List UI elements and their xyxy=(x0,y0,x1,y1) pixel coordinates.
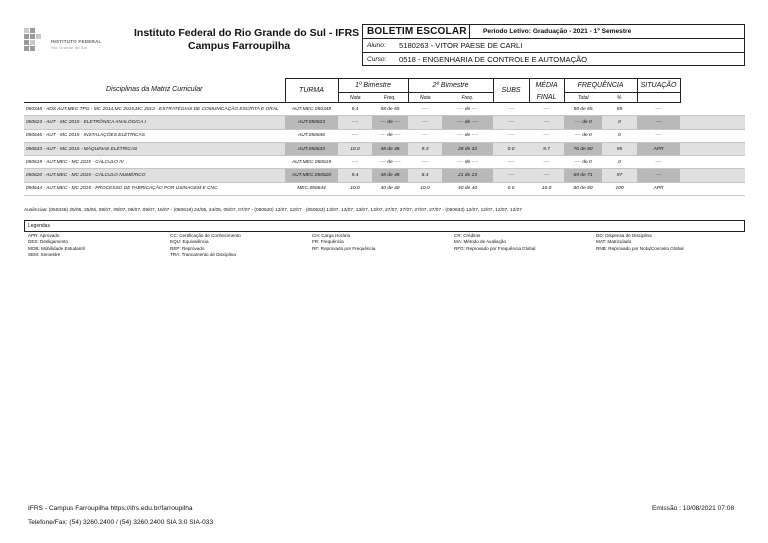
subs-cell: ---- xyxy=(493,169,529,182)
media-cell: ---- xyxy=(529,129,564,142)
legend-item: MA: Método de Avaliação xyxy=(454,239,507,245)
subs-cell: ---- xyxy=(493,129,529,142)
turma-cell: AUT.MEC.050620 xyxy=(285,169,338,182)
media-cell: 10.0 xyxy=(529,182,564,195)
table-row xyxy=(24,169,745,182)
legend-item: RFG: Reprovado por Frequência Global xyxy=(454,245,536,251)
total-cell: ---- de 0 xyxy=(564,129,602,142)
situacao-cell: ---- xyxy=(637,103,680,116)
total-cell: 69 de 71 xyxy=(564,169,602,182)
legend-column-3 xyxy=(312,233,375,252)
nota1-subheader: Nota xyxy=(338,93,372,103)
table-row xyxy=(24,129,745,142)
nota1-cell: 10.0 xyxy=(338,182,372,195)
pct-cell: 89 xyxy=(602,103,637,116)
footer-campus-line: IFRS - Campus Farroupilha https://ifrs.edu.br/farroupilha xyxy=(28,505,193,512)
report-title: BOLETIM ESCOLAR xyxy=(367,26,467,37)
subs-cell: ---- xyxy=(493,156,529,169)
report-periodo: Período Letivo: Graduação - 2021 - 1º Semestre xyxy=(483,28,632,35)
nota1-cell: ---- xyxy=(338,156,372,169)
media-cell: ---- xyxy=(529,116,564,129)
freq2-cell: 40 de 40 xyxy=(442,182,493,195)
legend-column-2 xyxy=(170,233,241,259)
media-final-header: FINAL xyxy=(529,93,564,103)
aluno-label: Aluno: xyxy=(367,42,386,49)
legend-item: FR: Frequência xyxy=(312,239,344,245)
total-cell: 76 de 80 xyxy=(564,142,602,155)
disciplina-cell: 050644 - AUT.MEC - MC 2015 - PROCESSO DE FABRICAÇÃO POR USINAGEM E CNC xyxy=(24,182,285,195)
legend-item: TRA: Trancamento de Disciplina xyxy=(170,252,236,258)
pct-cell: 0 xyxy=(602,116,637,129)
situacao-cell: APR xyxy=(637,142,680,155)
pct-cell: 95 xyxy=(602,142,637,155)
nota1-cell: 9.4 xyxy=(338,169,372,182)
disciplina-cell: 050623 - AUT - MC 2015 - ELETRÔNICA ANALÓGICA I xyxy=(24,116,285,129)
pct-cell: 100 xyxy=(602,182,637,195)
institution-logo xyxy=(24,28,144,58)
subs-cell: ---- xyxy=(493,103,529,116)
legend-item: CC: Certificação de Conhecimento xyxy=(170,233,241,238)
table-row xyxy=(24,182,745,195)
legend-item: RNB: Reprovado por Nota/Conceito Global xyxy=(596,245,684,251)
freq1-cell: ---- de ---- xyxy=(372,129,408,142)
curso-value: 0518 - ENGENHARIA DE CONTROLE E AUTOMAÇÃO xyxy=(399,55,588,64)
freq2-cell: ---- de ---- xyxy=(442,156,493,169)
turma-cell: AUT.050623 xyxy=(285,116,338,129)
logo-mark-icon xyxy=(24,28,41,52)
freq1-cell: 40 de 40 xyxy=(372,182,408,195)
logo-text-line1: INSTITUTO FEDERAL xyxy=(51,39,102,44)
disciplina-cell: 050633 - AUT - MC 2015 - MÁQUINAS ELÉTRICAS xyxy=(24,142,285,155)
institution-campus: Campus Farroupilha xyxy=(188,40,291,52)
freq2-cell: ---- de ---- xyxy=(442,103,493,116)
disciplina-cell: 050619 - AUT.MEC - MC 2015 - CÁLCULO IV xyxy=(24,156,285,169)
freq1-cell: 48 de 48 xyxy=(372,169,408,182)
nota2-cell: ---- xyxy=(408,156,442,169)
situacao-cell: ---- xyxy=(637,156,680,169)
disciplina-cell: 050620 - AUT.MEC - MC 2015 - CÁLCULO NUMÉRICO xyxy=(24,169,285,182)
legend-column-4 xyxy=(454,233,535,252)
nota1-cell: 9.4 xyxy=(338,103,372,116)
nota2-cell: ---- xyxy=(408,116,442,129)
frequencia-header: FREQUÊNCIA xyxy=(564,79,637,93)
legend-item: EQU: Equivalência xyxy=(170,239,209,245)
footer-phone-line: Telefone/Fax: (54) 3260.2400 / (54) 3260.2400 SIA 3.0 SIA-033 xyxy=(28,519,214,526)
nota1-cell: 10.0 xyxy=(338,142,372,155)
nota2-subheader: Nota xyxy=(408,93,442,103)
turma-cell: AUT.MEC.050348 xyxy=(285,103,338,116)
pct-cell: 97 xyxy=(602,169,637,182)
nota2-cell: ---- xyxy=(408,103,442,116)
total-cell: ---- de 0 xyxy=(564,156,602,169)
disciplina-cell: 050646 - AUT - MC 2015 - INSTALAÇÕES ELÉTRICAS xyxy=(24,129,285,142)
situacao-cell: APR xyxy=(637,182,680,195)
legend-item: DES: Desligamento xyxy=(28,239,69,245)
grades-table xyxy=(24,78,745,196)
nota2-cell: 10.0 xyxy=(408,182,442,195)
turma-cell: AUT.050633 xyxy=(285,142,338,155)
legend-item: REP: Reprovado xyxy=(170,245,205,251)
freq1-cell: ---- de ---- xyxy=(372,156,408,169)
legend-item: MOB: Mobilidade Estudantil xyxy=(28,245,85,251)
pct-subheader: % xyxy=(602,93,637,103)
bim1-header: 1º Bimestre xyxy=(338,79,408,93)
total-subheader: Total xyxy=(564,93,602,103)
media-cell: 9.7 xyxy=(529,142,564,155)
freq1-cell: 58 de 65 xyxy=(372,103,408,116)
freq2-subheader: Freq. xyxy=(442,93,493,103)
legend-item: MAT: Matriculado xyxy=(596,239,632,245)
disciplinas-header: Disciplinas da Matriz Curricular xyxy=(24,79,285,103)
table-row xyxy=(24,142,745,155)
turma-cell: AUT.MEC.050619 xyxy=(285,156,338,169)
emission-date: Emissão : 10/08/2021 07:08 xyxy=(652,505,735,512)
table-row xyxy=(24,156,745,169)
freq1-subheader: Freq. xyxy=(372,93,408,103)
nota1-cell: ---- xyxy=(338,116,372,129)
legend-item: CH: Carga Horária xyxy=(312,233,351,238)
subs-cell: ---- xyxy=(493,116,529,129)
pct-cell: 0 xyxy=(602,129,637,142)
nota2-cell: 9.3 xyxy=(408,142,442,155)
total-cell: 58 de 65 xyxy=(564,103,602,116)
subs-header: SUBS xyxy=(493,79,529,103)
freq2-cell: 28 de 32 xyxy=(442,142,493,155)
subs-cell: 0.0 xyxy=(493,182,529,195)
total-cell: ---- de 0 xyxy=(564,116,602,129)
total-cell: 80 de 80 xyxy=(564,182,602,195)
legend-box xyxy=(24,220,745,232)
institution-title: Instituto Federal do Rio Grande do Sul - IFRS xyxy=(134,27,360,39)
media-header: MÉDIA xyxy=(529,79,564,93)
curso-label: Curso: xyxy=(367,56,387,63)
pct-cell: 0 xyxy=(602,156,637,169)
nota1-cell: ---- xyxy=(338,129,372,142)
legend-column-1 xyxy=(28,233,85,259)
situacao-cell: ---- xyxy=(637,129,680,142)
turma-header: TURMA xyxy=(285,79,338,103)
logo-text-line2: Rio Grande do Sul xyxy=(51,45,88,50)
legend-column-5 xyxy=(596,233,684,252)
situacao-header: SITUAÇÃO xyxy=(637,79,680,93)
situacao-cell: ---- xyxy=(637,116,680,129)
aluno-value: 5180263 - VITOR PAESE DE CARLI xyxy=(399,41,523,50)
report-header-box xyxy=(362,24,745,66)
media-cell: ---- xyxy=(529,169,564,182)
legend-item: DD: Dispensa de Disciplina xyxy=(596,233,652,238)
freq2-cell: ---- de ---- xyxy=(442,116,493,129)
turma-cell: AUT.050646 xyxy=(285,129,338,142)
media-cell: ---- xyxy=(529,103,564,116)
legend-item: SEM: Semestre xyxy=(28,252,61,258)
freq2-cell: ---- de ---- xyxy=(442,129,493,142)
ausencias-text: Ausências: (050346) 25/06, 25/06, 09/07, 09/07, 09/07, 09/07, 16/07 - (050619) 24/05, 24/05, 05/07, 07/07 - (050620) 12/07, 12/07 - (050633) 13/07, 13/07, 13/07, 13/07, 27/07, 27/07, 27/07, 27/07 - (050633) 12/07, 12/07, 12/07, 12/07 xyxy=(24,208,522,213)
nota2-cell: ---- xyxy=(408,129,442,142)
legend-item: CR: Créditos xyxy=(454,233,481,238)
subs-cell: 0.0 xyxy=(493,142,529,155)
freq1-cell: ---- de ---- xyxy=(372,116,408,129)
freq2-cell: 21 de 23 xyxy=(442,169,493,182)
situacao-cell: ---- xyxy=(637,169,680,182)
media-cell: ---- xyxy=(529,156,564,169)
table-row xyxy=(24,103,745,116)
legend-title: Legendas xyxy=(28,223,50,229)
bim2-header: 2º Bimestre xyxy=(408,79,493,93)
freq1-cell: 48 de 48 xyxy=(372,142,408,155)
nota2-cell: 8.4 xyxy=(408,169,442,182)
legend-item: RF: Reprovado por Frequência xyxy=(312,245,376,251)
legend-item: APR: Aprovado xyxy=(28,233,60,238)
disciplina-cell: 050348 - ADS AUT.MEC TPG - MC 2014,MC 2015,MC 2013 - ESTRATÉGIAS DE COMUNICAÇÃO ESCRITA E ORAL xyxy=(24,103,285,116)
table-row xyxy=(24,116,745,129)
turma-cell: MEC.050644 xyxy=(285,182,338,195)
